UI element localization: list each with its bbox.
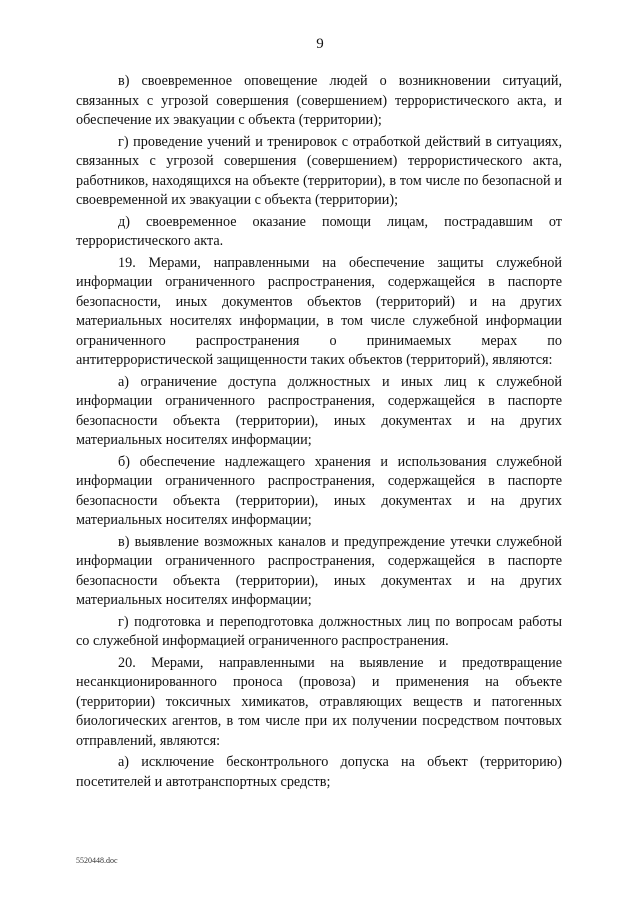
paragraph-item-g: г) проведение учений и тренировок с отработкой действий в ситуациях, связанных с угрозой совершения (совершением) террористического акта, работников, находящихся на объекте (территории), в том числе по безопасной и своевременной их эвакуации с объекта (территории); bbox=[76, 133, 562, 208]
paragraph-item-v: в) своевременное оповещение людей о возникновении ситуаций, связанных с угрозой совершения (совершением) террористического акта, и обеспечение их эвакуации с объекта (территории); bbox=[76, 73, 562, 128]
paragraph-20: 20. Мерами, направленными на выявление и предотвращение несанкционированного проноса (провоза) и применения на объекте (территории) токсичных химикатов, отравляющих веществ и патогенных биологических агентов, в том числе при их получении посредством почтовых отправлений, являются: bbox=[76, 654, 562, 749]
paragraph-19: 19. Мерами, направленными на обеспечение защиты служебной информации ограниченного распространения, содержащейся в паспорте безопасности, иных документов объектов (территорий) и на других материальных носителях информации, в том числе служебной информации ограниченного распространения о принимаемых мерах по антитеррористической защищенности таких объектов (территорий), являются: bbox=[76, 254, 562, 368]
footer-file-code: 5520448.doc bbox=[76, 856, 118, 865]
paragraph-19-item-a: а) ограничение доступа должностных и иных лиц к служебной информации ограниченного распространения, содержащейся в паспорте безопасности объекта (территории), иных документах и на других материальных носителях информации; bbox=[76, 373, 562, 448]
paragraph-19-item-g: г) подготовка и переподготовка должностных лиц по вопросам работы со служебной информацией ограниченного распространения. bbox=[76, 613, 562, 649]
document-body bbox=[76, 72, 562, 794]
paragraph-19-item-v: в) выявление возможных каналов и предупреждение утечки служебной информации ограниченного распространения, содержащейся в паспорте безопасности объекта (территории), иных документах и на других материальных носителях информации; bbox=[76, 533, 562, 608]
paragraph-item-d: д) своевременное оказание помощи лицам, пострадавшим от террористического акта. bbox=[76, 213, 562, 249]
paragraph-20-item-a: а) исключение бесконтрольного допуска на объект (территорию) посетителей и автотранспортных средств; bbox=[76, 754, 562, 790]
page-number: 9 bbox=[316, 36, 324, 52]
paragraph-19-item-b: б) обеспечение надлежащего хранения и использования служебной информации ограниченного распространения, содержащейся в паспорте безопасности объекта (территории), иных документах и на других материальных носителях информации; bbox=[76, 453, 562, 528]
